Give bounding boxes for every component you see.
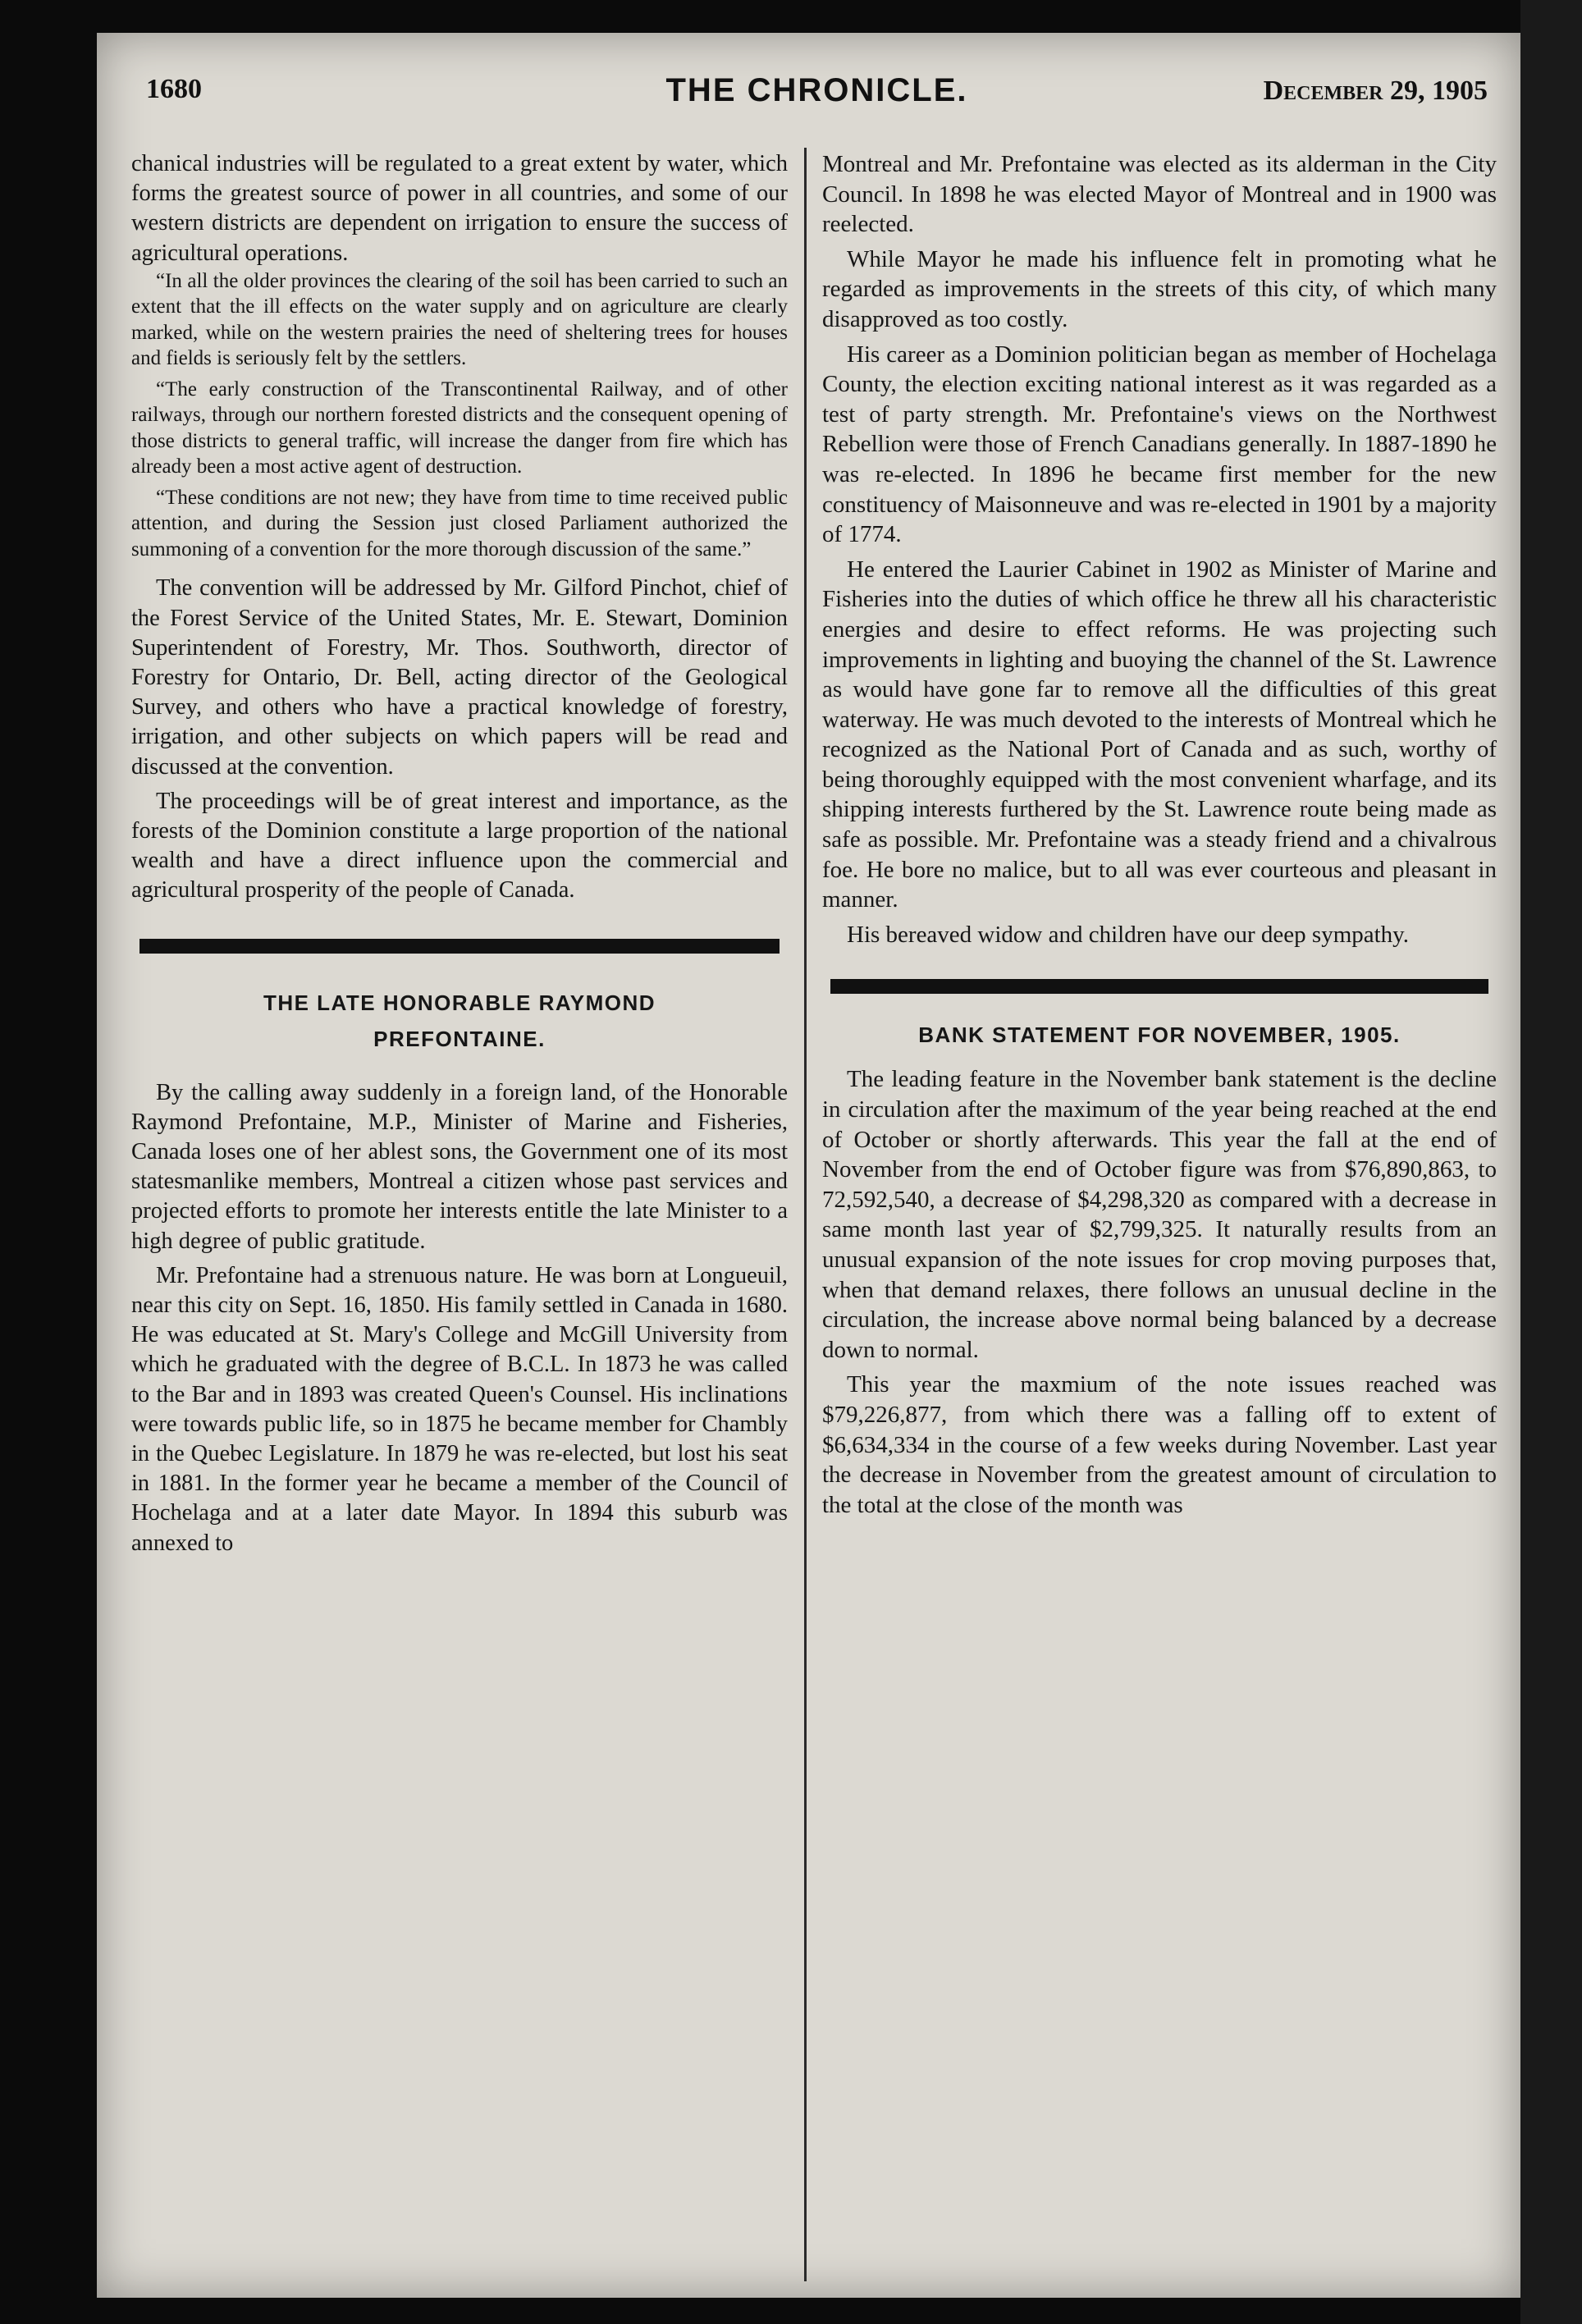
- issue-date: December 29, 1905: [1263, 75, 1488, 106]
- paragraph: chanical industries will be regulated to a great extent by water, which forms the greatest source of power in all countries, and some of our western districts are dependent on irrigation to ensure the success of agricultural operations.: [131, 151, 788, 266]
- paragraph: The proceedings will be of great interest and importance, as the forests of the Dominion constitute a large proportion of the national wealth and have a direct influence upon the commercial and agricultural prosperity of the people of Canada.: [131, 788, 788, 904]
- scan-edge: [1520, 0, 1582, 2324]
- paragraph: The leading feature in the November bank statement is the decline in circulation after the maximum of the year being reached at the end of October or shortly afterwards. This year the fall at the end of November from the end of October figure was from $76,890,863, to 72,592,540, a decrease of $4,298,320 as compared with a decrease in same month last year of $2,799,325. It naturally results from an unusual expansion of the note issues for crop moving purposes that, when that demand relaxes, there follows an unusual decline in the circulation, the increase above normal being balanced by a decrease down to normal.: [822, 1066, 1497, 1363]
- page-number: 1680: [146, 74, 202, 104]
- paragraph: “The early construction of the Transcontinental Railway, and of other railways, through our northern forested districts and the consequent opening of those districts to general traffic, will increase the danger from fire which has already been a most active agent of destruction.: [131, 377, 788, 478]
- paragraph: “These conditions are not new; they have from time to time received public attention, and during the Session just closed Parliament authorized the summoning of a convention for the more thorough discussion of the same.”: [131, 486, 788, 560]
- column-divider: [804, 148, 807, 2281]
- section-rule: [830, 979, 1488, 994]
- paragraph: The convention will be addressed by Mr. Gilford Pinchot, chief of the Forest Service of the United States, Mr. E. Stewart, Dominion Superintendent of Forestry, Mr. Thos. Southworth, director of Forestry for Ontario, Dr. Bell, acting director of the Geological Survey, and others who have a practical knowledge of forestry, irrigation, and other subjects on which papers will be read and discussed at the convention.: [131, 575, 788, 780]
- paragraph: His career as a Dominion politician began as member of Hochelaga County, the election exciting national interest as it was regarded as a test of party strength. Mr. Prefontaine's views on the Northwest Rebellion were those of French Canadians generally. In 1887-1890 he was re-elected. In 1896 he became first member for the new constituency of Maisonneuve and was re-elected in 1901 by a majority of 1774.: [822, 341, 1497, 548]
- paragraph: Montreal and Mr. Prefontaine was elected as its alderman in the City Council. In 1898 he was elected Mayor of Montreal and in 1900 was reelected.: [822, 151, 1497, 238]
- article-heading: [131, 985, 788, 1057]
- paragraph: While Mayor he made his influence felt in promoting what he regarded as improvements in the streets of this city, of which many disapproved as too costly.: [822, 245, 1497, 332]
- paragraph: “In all the older provinces the clearing of the soil has been carried to such an extent that the ill effects on the water supply and on agriculture are clearly marked, while on the western prairies the need of sheltering trees for houses and fields is seriously felt by the settlers.: [131, 269, 788, 370]
- heading-line: PREFONTAINE.: [373, 1026, 546, 1051]
- masthead: THE CHRONICLE.: [665, 72, 968, 108]
- paragraph: His bereaved widow and children have our deep sympathy.: [847, 921, 1410, 948]
- quoted-block: [131, 268, 788, 563]
- paragraph: By the calling away suddenly in a foreign land, of the Honorable Raymond Prefontaine, M.P., Minister of Marine and Fisheries, Canada loses one of her ablest sons, the Government one of its most statesmanlike members, Montreal a citizen whose past services and projected efforts to promote her interests entitle the late Minister to a high degree of public gratitude.: [131, 1079, 788, 1254]
- heading-line: THE LATE HONORABLE RAYMOND: [263, 990, 656, 1015]
- paragraph: He entered the Laurier Cabinet in 1902 as Minister of Marine and Fisheries into the duties of which office he threw all his characteristic energies and desire to effect reforms. He was projecting such improvements in lighting and buoying the channel of the St. Lawrence as would have gone far to remove all the difficulties of this great waterway. He was much devoted to the interests of Montreal which he recognized as the National Port of Canada and as such, worthy of being thoroughly equipped with the most convenient wharfage, and its shipping interests furthered by the St. Lawrence route being made as safe as possible. Mr. Prefontaine was a steady friend and a chivalrous foe. He bore no malice, but to all was ever courteous and pleasant in manner.: [822, 556, 1497, 913]
- paragraph: Mr. Prefontaine had a strenuous nature. He was born at Longueuil, near this city on Sept. 16, 1850. His family settled in Canada in 1680. He was educated at St. Mary's College and McGill University from which he graduated with the degree of B.C.L. In 1873 he was called to the Bar and in 1893 was created Queen's Counsel. His inclinations were towards public life, so in 1875 he became member for Chambly in the Quebec Legislature. In 1879 he was re-elected, but lost his seat in 1881. In the former year he became a member of the Council of Hochelaga and at a later date Mayor. In 1894 this suburb was annexed to: [131, 1262, 788, 1556]
- left-column: [131, 149, 788, 1558]
- section-rule: [139, 939, 780, 954]
- right-column: [822, 149, 1497, 1520]
- paragraph: This year the maxmium of the note issues reached was $79,226,877, from which there was a falling off to extent of $6,634,334 in the course of a few weeks during November. Last year the decrease in November from the greatest amount of circulation to the total at the close of the month was: [822, 1371, 1497, 1518]
- article-heading: BANK STATEMENT FOR NOVEMBER, 1905.: [918, 1022, 1401, 1048]
- page-header: [146, 66, 1488, 123]
- newspaper-page: [97, 33, 1520, 2298]
